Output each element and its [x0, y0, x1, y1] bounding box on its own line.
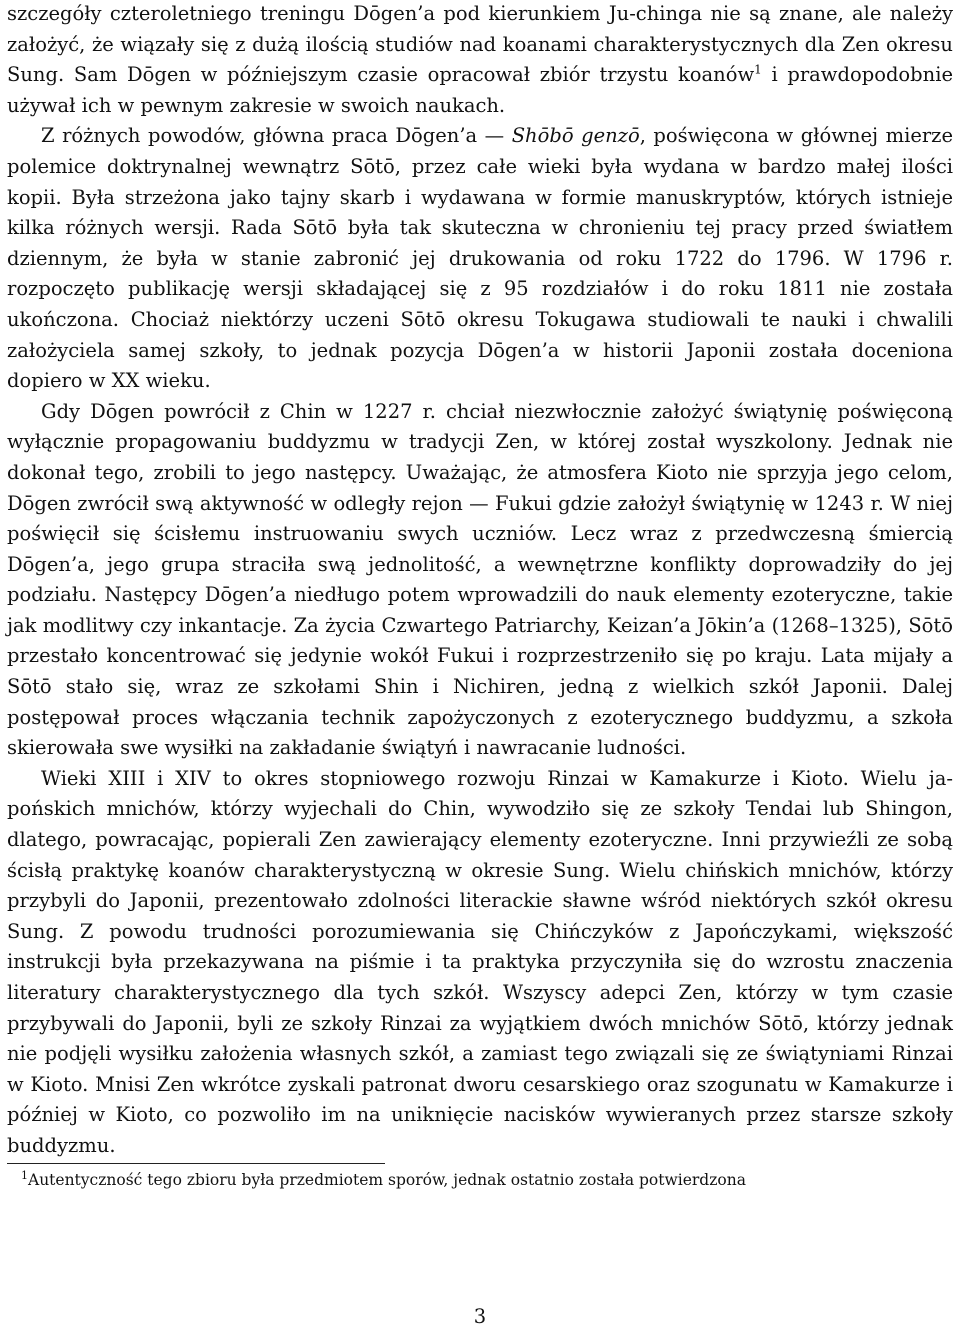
- page-body: [7, 0, 953, 1162]
- footnote-text: Autentyczność tego zbioru była przedmiotem sporów, jednak ostatnio została potwierdzona: [28, 1171, 746, 1189]
- paragraph-1-continuation: i prawdopodobnie używał ich w pewnym zakresie w swoich naukach.: [7, 63, 953, 117]
- paragraph-2-continuation: , poświęcona w głównej mierze polemice doktrynalnej wewnątrz Sōtō, przez całe wieki była wydana w bardzo małej ilości kopii. Była strzeżona jako tajny skarb i wydawana w formie manuskryptów, których istnieje kilka różnych wersji. Rada Sōtō była tak skuteczna w chronieniu tej pracy przed światłem dziennym, że była w stanie zabronić jej drukowania od roku 1722 do 1796. W 1796 r. rozpoczęto publikację wersji składającej się z 95 rozdziałów i do roku 1811 nie została ukończona. Chociaż niektórzy uczeni Sōtō okresu Tokugawa studiowali te nauki i chwalili założyciela samej szkoły, to jednak pozycja Dōgen’a w historii Japonii została doceniona dopiero w XX wieku.: [7, 124, 953, 393]
- paragraph-1: [7, 0, 953, 121]
- footnote-reference[interactable]: 1: [754, 62, 762, 77]
- footnote-mark: 1: [21, 1168, 28, 1182]
- paragraph-2-text: Z różnych powodów, główna praca Dōgen’a —: [41, 124, 512, 148]
- paragraph-2: [7, 121, 953, 396]
- paragraph-1-text: szczegóły czteroletniego treningu Dōgen’a pod kierunkiem Ju-chinga nie są znane, ale należy założyć, że wiązały się z dużą ilością studiów nad koanami charakterystycznych dla Zen okresu Sung. Sam Dōgen w późniejszym czasie opracował zbiór trzystu koanów: [7, 2, 953, 87]
- footnote-rule: [7, 1163, 385, 1164]
- paragraph-3: Gdy Dōgen powrócił z Chin w 1227 r. chciał niezwłocznie założyć świątynię poświęconą wyłącznie propagowaniu buddyzmu w tradycji Zen, w której został wyszkolony. Jednak nie dokonał tego, zrobili to jego następcy. Uważając, że atmosfera Kioto nie sprzyja jego celom, Dōgen zwrócił swą aktywność w odległy rejon — Fukui gdzie założył świątynię w 1243 r. W niej poświęcił się ścisłemu instruowaniu swych uczniów. Lecz wraz z przedwczesną śmiercią Dōgen’a, jego grupa straciła swą jednolitość, a wewnętrzne konflikty doprowadziły do jej podziału. Następcy Dōgen’a niedługo potem wprowadzili do nauk elementy ezoteryczne, takie jak modlitwy czy inkantacje. Za życia Czwartego Patriarchy, Keizan’a Jōkin’a (1268–1325), Sōtō przestało koncentrować się jedynie wokół Fukui i rozprzestrzeniło się po kraju. Lata mijały a Sōtō stało się, wraz ze szkołami Shin i Nichiren, jedną z wielkich szkół Japonii. Dalej postępował proces włączania technik zapożyczonych z ezoterycznego buddyzmu, a szkoła skierowała swe wysiłki na zakładanie świątyń i nawracanie ludności.: [7, 399, 953, 760]
- work-title: Shōbō genzō: [511, 124, 640, 148]
- page-number: 3: [473, 1305, 487, 1328]
- footnote: [7, 1168, 953, 1192]
- paragraph-4: Wieki XIII i XIV to okres stopniowego rozwoju Rinzai w Kamakurze i Kioto. Wielu japońskich mnichów, którzy wyjechali do Chin, wywodziło się ze szkoły Tendai lub Shingon, dlatego, powracając, popierali Zen zawierający elementy ezoteryczne. Inni przywieźli ze sobą ścisłą praktykę koanów charakterystyczną w okresie Sung. Wielu chińskich mnichów, którzy przybyli do Japonii, prezentowało zdolności literackie sławne wśród niektórych szkół okresu Sung. Z powodu trudności porozumiewania się Chińczyków z Japończykami, większość instrukcji była przekazywana na piśmie i ta praktyka przyczyniła się do wzrostu znaczenia literatury charakterystycznego dla tych szkół. Wszyscy adepci Zen, którzy w tym czasie przybywali do Japonii, byli ze szkoły Rinzai za wyjątkiem dwóch mnichów Sōtō, którzy jednak nie podjęli wysiłku założenia własnych szkół, a zamiast tego związali się ze świątyniami Rinzai w Kioto. Mnisi Zen wkrótce zyskali patronat dworu cesarskiego oraz szogunatu w Kamakurze i później w Kioto, co pozwoliło im na uniknięcie nacisków wywieranych przez starsze szkoły buddyzmu.: [7, 766, 953, 1157]
